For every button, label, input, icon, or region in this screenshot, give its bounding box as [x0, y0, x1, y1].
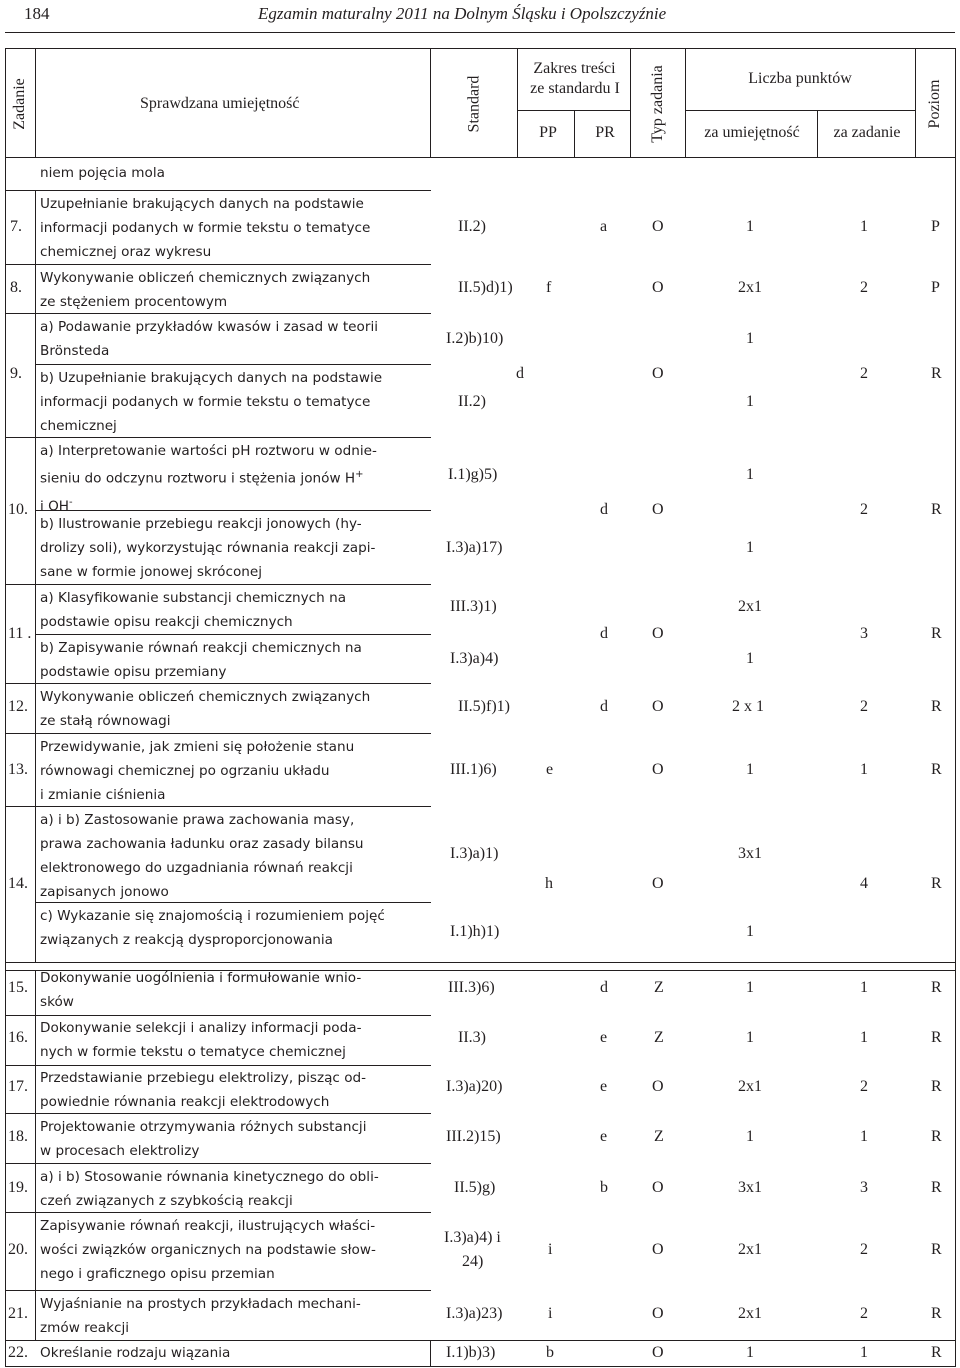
standard-code-b: I.3)a)17): [446, 539, 503, 556]
standard-code: I.3)a)20): [446, 1078, 503, 1095]
typ-value: O: [652, 279, 664, 296]
points-skill: 2 x 1: [732, 698, 764, 715]
standard-code: II.2): [458, 218, 486, 235]
points-skill: 1: [746, 761, 754, 778]
standard-code: I.3)a)4) i: [444, 1229, 501, 1246]
zakres-value: a: [600, 218, 608, 235]
points-task: 1: [860, 761, 868, 778]
zakres-value: d: [600, 979, 608, 996]
zakres-value: b: [600, 1179, 608, 1196]
level-value: R: [931, 1078, 942, 1095]
points-task: 1: [860, 218, 868, 235]
typ-value: O: [652, 875, 664, 892]
skill-text-a: a) Podawanie przykładów kwasów i zasad w teorii Brönsteda: [40, 319, 378, 359]
typ-value: O: [652, 1344, 664, 1361]
header-zakres-line1: Zakres treści: [533, 60, 616, 77]
skill-text: Wykonywanie obliczeń chemicznych związanych ze stałą równowagi: [40, 689, 371, 729]
task-number: 12.: [8, 698, 28, 715]
typ-value: O: [652, 761, 664, 778]
points-skill-b: 1: [746, 539, 754, 556]
header-zakres-line2: ze standardu I: [530, 80, 620, 97]
level-value: R: [931, 1305, 942, 1322]
standard-code: II.5)f)1): [458, 698, 510, 715]
zakres-value: h: [545, 875, 553, 892]
standard-code-cont: 24): [462, 1253, 484, 1270]
points-skill: 1: [746, 1344, 754, 1361]
skill-text-a: a) Klasyfikowanie substancji chemicznych na podstawie opisu reakcji chemicznych: [40, 590, 347, 630]
standard-code-a: I.1)g)5): [448, 466, 498, 483]
page-number: 184: [24, 4, 50, 23]
points-task: 2: [860, 501, 868, 518]
standard-code: III.1)6): [450, 761, 497, 778]
header-typ-zadania: Typ zadania: [649, 65, 666, 143]
level-value: R: [931, 501, 942, 518]
task-number: 14.: [8, 875, 28, 892]
level-value: R: [931, 1241, 942, 1258]
standard-code-a: I.2)b)10): [446, 330, 504, 347]
task-number: 19.: [8, 1179, 28, 1196]
skill-text: Uzupełnianie brakujących danych na podstawie informacji podanych w formie tekstu o tematyce chemicznej oraz wykresu: [40, 196, 371, 260]
typ-value: Z: [654, 1029, 664, 1046]
points-skill: 3x1: [738, 1179, 762, 1196]
skill-text-b: b) Zapisywanie równań reakcji chemicznych na podstawie opisu przemiany: [40, 640, 362, 680]
skill-text: Dokonywanie uogólnienia i formułowanie wnio- sków: [40, 970, 362, 1010]
header-umiejetnosc: Sprawdzana umiejętność: [140, 95, 300, 112]
points-task: 3: [860, 625, 868, 642]
standard-code-ab: I.3)a)1): [450, 845, 499, 862]
standard-code-a: III.3)1): [450, 598, 497, 615]
points-skill-b: 1: [746, 393, 754, 410]
level-value: R: [931, 1179, 942, 1196]
points-task: 2: [860, 698, 868, 715]
points-task: 1: [860, 1344, 868, 1361]
task-number: 22.: [8, 1344, 28, 1361]
skill-text-b: b) Ilustrowanie przebiegu reakcji jonowych (hy- drolizy soli), wykorzystując równania reakcji zapi- sane w formie jonowej skróconej: [40, 516, 376, 580]
standard-code: III.3)6): [448, 979, 495, 996]
level-value: R: [931, 365, 942, 382]
header-za-umiejetnosc: za umiejętność: [704, 124, 800, 141]
standard-code: I.3)a)23): [446, 1305, 503, 1322]
level-value: R: [931, 1029, 942, 1046]
skill-text-c: c) Wykazanie się znajomością i rozumieniem pojęć związanych z reakcją dysproporcjonowania: [40, 908, 385, 948]
level-value: R: [931, 1128, 942, 1145]
points-task: 1: [860, 979, 868, 996]
points-skill-c: 1: [746, 923, 754, 940]
standard-code: II.5)d)1): [458, 279, 513, 296]
level-value: R: [931, 1344, 942, 1361]
running-title: Egzamin maturalny 2011 na Dolnym Śląsku i Opolszczyźnie: [258, 4, 667, 23]
skill-text: Wykonywanie obliczeń chemicznych związanych ze stężeniem procentowym: [40, 270, 371, 310]
points-skill: 2x1: [738, 1305, 762, 1322]
typ-value: O: [652, 625, 664, 642]
points-task: 2: [860, 1241, 868, 1258]
zakres-value: d: [516, 365, 524, 382]
typ-value: O: [652, 1078, 664, 1095]
points-skill: 1: [746, 1128, 754, 1145]
task-number: 16.: [8, 1029, 28, 1046]
points-skill-a: 1: [746, 330, 754, 347]
points-skill: 2x1: [738, 1078, 762, 1095]
zakres-value: d: [600, 625, 608, 642]
header-rule: [5, 32, 955, 33]
zakres-value: i: [548, 1241, 553, 1258]
points-skill: 1: [746, 1029, 754, 1046]
skill-text: Przewidywanie, jak zmieni się położenie stanu równowagi chemicznej po ogrzaniu układu i zmianie ciśnienia: [40, 739, 355, 803]
points-task: 3: [860, 1179, 868, 1196]
task-number: 21.: [8, 1305, 28, 1322]
points-skill: 1: [746, 218, 754, 235]
skill-text: Wyjaśnianie na prostych przykładach mechani- zmów reakcji: [40, 1296, 361, 1336]
points-task: 2: [860, 365, 868, 382]
skill-text: Zapisywanie równań reakcji, ilustrujących właści- wości związków organicznych na podstawie słow- nego i graficznego opisu przemian: [40, 1218, 376, 1282]
task-number: 10.: [8, 501, 28, 518]
points-skill-ab: 3x1: [738, 845, 762, 862]
zakres-value: f: [546, 279, 552, 296]
task-number: 13.: [8, 761, 28, 778]
header-poziom: Poziom: [926, 79, 943, 129]
points-skill: 1: [746, 979, 754, 996]
points-skill-a: 2x1: [738, 598, 762, 615]
zakres-value: d: [600, 698, 608, 715]
zakres-value: i: [548, 1305, 553, 1322]
points-task: 2: [860, 279, 868, 296]
points-task: 1: [860, 1128, 868, 1145]
standard-code-b: I.3)a)4): [450, 650, 499, 667]
zakres-value: b: [546, 1344, 554, 1361]
points-task: 1: [860, 1029, 868, 1046]
header-liczba-punktow: Liczba punktów: [748, 70, 852, 87]
level-value: P: [931, 218, 940, 235]
points-task: 2: [860, 1078, 868, 1095]
skill-text: Przedstawianie przebiegu elektrolizy, pisząc od- powiednie równania reakcji elektrodowych: [40, 1070, 367, 1110]
level-value: P: [931, 279, 940, 296]
points-skill-b: 1: [746, 650, 754, 667]
points-skill: 2x1: [738, 1241, 762, 1258]
typ-value: Z: [654, 1128, 664, 1145]
zakres-value: d: [600, 501, 608, 518]
typ-value: O: [652, 1305, 664, 1322]
standard-code: II.5)g): [454, 1179, 496, 1196]
level-value: R: [931, 875, 942, 892]
header-pr: PR: [595, 124, 615, 141]
points-skill: 2x1: [738, 279, 762, 296]
task-number: 7.: [10, 218, 22, 235]
zakres-value: e: [546, 761, 554, 778]
task-number: 11 .: [8, 625, 32, 642]
level-value: R: [931, 698, 942, 715]
typ-value: O: [652, 501, 664, 518]
header-standard: Standard: [465, 75, 483, 133]
level-value: R: [931, 761, 942, 778]
typ-value: O: [652, 218, 664, 235]
typ-value: O: [652, 698, 664, 715]
typ-value: O: [652, 1241, 664, 1258]
skill-text: a) i b) Stosowanie równania kinetycznego do obli- czeń związanych z szybkością reakcji: [40, 1169, 379, 1209]
points-task: 2: [860, 1305, 868, 1322]
standard-code: III.2)15): [446, 1128, 501, 1145]
zakres-value: e: [600, 1029, 608, 1046]
standard-code: I.1)b)3): [446, 1344, 496, 1361]
task-number: 20.: [8, 1241, 28, 1258]
skill-text-ab: a) i b) Zastosowanie prawa zachowania masy, prawa zachowania ładunku oraz zasady bilansu elektronowego do uzgadniania równań reakcji zapisanych jonowo: [40, 812, 364, 900]
level-value: R: [931, 979, 942, 996]
standard-code: II.3): [458, 1029, 486, 1046]
header-za-zadanie: za zadanie: [833, 124, 901, 141]
task-number: 8.: [10, 279, 22, 296]
skill-text: Projektowanie otrzymywania różnych substancji w procesach elektrolizy: [40, 1119, 367, 1159]
typ-value: Z: [654, 979, 664, 996]
task-number: 15.: [8, 979, 28, 996]
skill-text-b: b) Uzupełnianie brakujących danych na podstawie informacji podanych w formie tekstu o tematyce chemicznej: [40, 370, 383, 434]
zakres-value: e: [600, 1078, 608, 1095]
points-task: 4: [860, 875, 868, 892]
standard-code-c: I.1)h)1): [450, 923, 500, 940]
skill-text: Określanie rodzaju wiązania: [40, 1345, 231, 1361]
typ-value: O: [652, 1179, 664, 1196]
zakres-value: e: [600, 1128, 608, 1145]
task-number: 17.: [8, 1078, 28, 1095]
level-value: R: [931, 625, 942, 642]
points-skill-a: 1: [746, 466, 754, 483]
skill-text-a: a) Interpretowanie wartości pH roztworu w odnie- sieniu do odczynu roztworu i stężenia jonów H+ i OH-: [40, 443, 377, 515]
task-number: 18.: [8, 1128, 28, 1145]
header-zadanie: Zadanie: [11, 78, 28, 130]
standard-code-b: II.2): [458, 393, 486, 410]
skill-text: Dokonywanie selekcji i analizy informacji poda- nych w formie tekstu o tematyce chemicznej: [40, 1020, 362, 1060]
task-number: 9.: [10, 365, 22, 382]
row-continuation: niem pojęcia mola: [40, 165, 165, 181]
typ-value: O: [652, 365, 664, 382]
header-pp: PP: [539, 124, 557, 141]
